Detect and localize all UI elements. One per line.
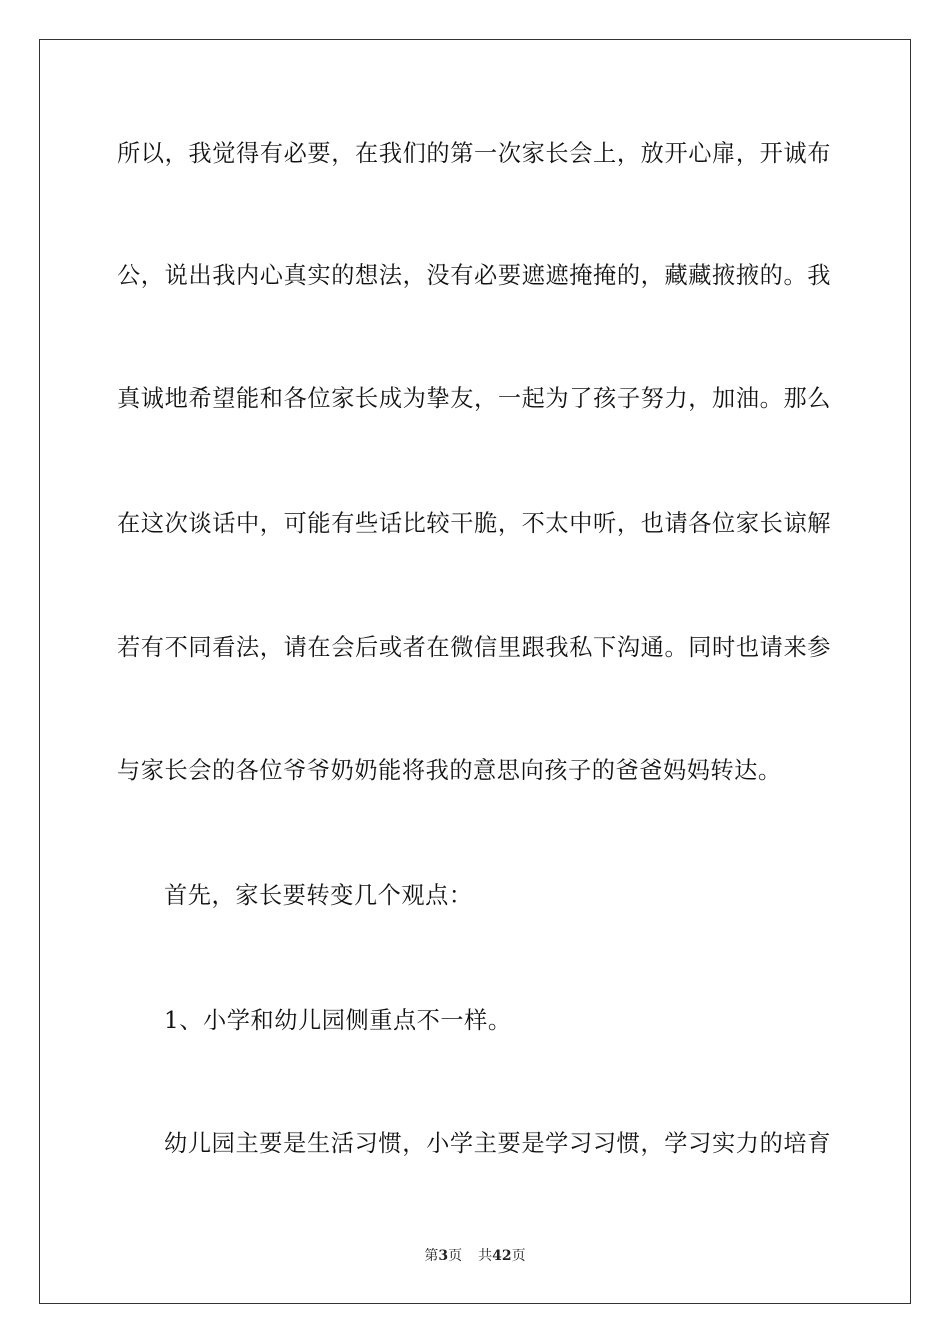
paragraph-line-5: 若有不同看法，请在会后或者在微信里跟我私下沟通。同时也请来参 bbox=[117, 634, 831, 661]
total-prefix: 共 bbox=[478, 1248, 493, 1264]
paragraph-line-1: 所以，我觉得有必要，在我们的第一次家长会上，放开心扉，开诚布 bbox=[117, 140, 831, 167]
paragraph-heading-first: 首先，家长要转变几个观点： bbox=[164, 882, 473, 909]
page-footer bbox=[0, 1247, 950, 1265]
paragraph-line-2: 公，说出我内心真实的想法，没有必要遮遮掩掩的，藏藏掖掖的。我 bbox=[117, 262, 831, 289]
page-number: 3 bbox=[438, 1248, 449, 1264]
list-item-1: 1、小学和幼儿园侧重点不一样。 bbox=[164, 1007, 512, 1034]
page-prefix: 第 bbox=[424, 1248, 439, 1264]
paragraph-line-4: 在这次谈话中，可能有些话比较干脆，不太中听，也请各位家长谅解 bbox=[117, 510, 831, 537]
paragraph-line-9: 幼儿园主要是生活习惯，小学主要是学习习惯，学习实力的培育 bbox=[164, 1130, 831, 1157]
page-suffix: 页 bbox=[448, 1248, 463, 1264]
page-border bbox=[39, 39, 911, 1304]
total-suffix: 页 bbox=[511, 1248, 526, 1264]
total-pages: 42 bbox=[492, 1248, 512, 1264]
paragraph-line-6: 与家长会的各位爷爷奶奶能将我的意思向孩子的爸爸妈妈转达。 bbox=[117, 757, 782, 784]
paragraph-line-3: 真诚地希望能和各位家长成为挚友，一起为了孩子努力，加油。那么 bbox=[117, 385, 831, 412]
